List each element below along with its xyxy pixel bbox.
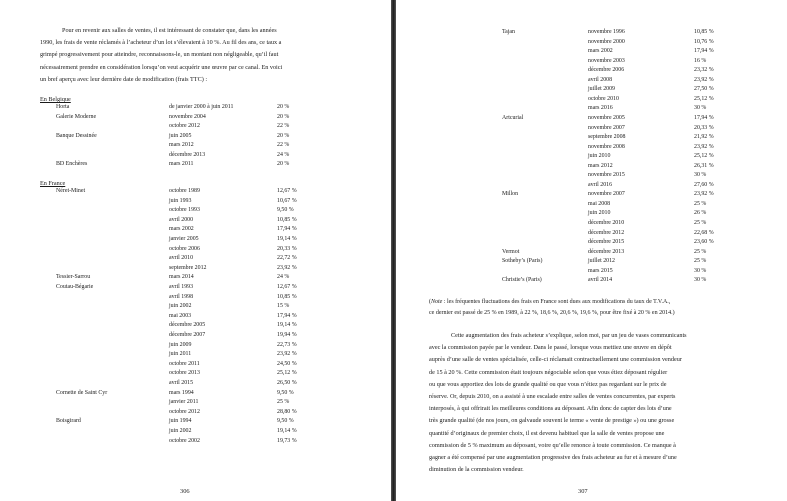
house-name: Coutau-Bégarie [56,284,94,290]
change-date: juin 2009 [169,341,192,348]
change-date: avril 2016 [588,181,613,188]
change-date: décembre 2013 [588,248,625,255]
change-date: mars 2011 [169,161,194,167]
change-date: novembre 2000 [588,38,625,45]
fee-row [0,141,391,150]
fee-rate: 26 % [694,210,707,217]
fee-row [0,103,391,112]
intro-line: un bref aperçu avec leur dernière date de modification (frais TTC) : [40,75,208,83]
fee-rate: 20 % [277,113,290,120]
fee-rate: 25 % [694,248,707,255]
fee-rate: 22 % [277,123,290,129]
fee-row [0,312,391,321]
change-date: mars 2012 [588,162,613,169]
change-date: janvier 2005 [169,236,199,242]
fee-row [0,293,391,302]
fee-rate: 26,50 % [277,380,297,386]
house-name: Galerie Moderne [56,113,97,120]
fee-row [0,264,391,273]
change-date: juin 1993 [169,197,192,204]
change-date: novembre 2003 [588,57,625,64]
note-line: (Note : les fréquentes fluctuations des frais en France sont dues aux modifications du taux de T.V.A., [429,299,671,305]
fee-rate: 25,12 % [277,370,297,377]
house-name: Tessier-Sarrou [56,274,91,281]
fee-rate: 22,73 % [277,341,297,348]
change-date: avril 1993 [169,284,194,290]
fee-rate: 30 % [694,105,707,112]
change-date: mars 2002 [588,48,613,55]
fee-row [396,248,787,257]
fee-rate: 10,67 % [277,197,297,204]
fee-rate: 20 % [277,132,290,139]
house-name: Cornette de Saint Cyr [56,389,108,396]
fee-rate: 17,94 % [277,312,297,319]
fee-row [396,200,787,209]
change-date: octobre 2013 [169,370,200,377]
intro-line: Pour en revenir aux salles de ventes, il est intéressant de constater que, dans les années [62,27,277,34]
change-date: octobre 2012 [169,408,200,415]
fee-row [396,85,787,94]
fee-rate: 9,50 % [277,207,294,214]
fee-rate: 15 % [277,303,290,310]
fee-row [0,113,391,122]
fee-rate: 17,94 % [694,48,714,55]
fee-row [396,276,787,285]
body-line: gagner a été compensé par une augmentation progressive des frais acheteur au fur et à mesure d’une [429,454,677,462]
fee-row [0,341,391,350]
change-date: avril 2014 [588,277,613,284]
fee-rate: 23,92 % [694,76,714,83]
fee-row [0,398,391,407]
house-name: Tajan [502,29,515,35]
house-name: Néret-Minet [56,188,86,194]
change-date: juillet 2012 [588,258,615,265]
fee-row [396,76,787,85]
fee-row [0,379,391,388]
fee-row [0,369,391,378]
change-date: décembre 2007 [169,332,206,338]
body-line: de 15 à 20 %. Cette commission était toujours négociable selon que vous étiez déposant régulier [429,368,668,376]
fee-rate: 10,85 % [694,29,714,35]
change-date: mars 2012 [169,142,194,148]
change-date: novembre 2005 [588,114,625,121]
change-date: octobre 2010 [588,95,619,102]
change-date: novembre 2007 [588,191,625,198]
fee-rate: 22,68 % [694,229,714,236]
fee-rate: 30 % [694,172,707,179]
fee-rate: 23,92 % [277,351,297,358]
change-date: décembre 2010 [588,220,625,226]
fee-row [0,360,391,369]
body-line: diminution de la commission vendeur. [429,466,524,474]
fee-row [396,219,787,228]
fee-row [0,437,391,446]
fee-rate: 12,67 % [277,284,297,290]
house-name: Christie’s (Paris) [502,277,542,284]
house-name: BD Enchères [56,161,88,167]
fee-rate: 19,14 % [277,322,297,329]
change-date: septembre 2008 [588,134,626,141]
fee-rate: 22,72 % [277,255,297,262]
fee-row [396,57,787,66]
change-date: octobre 1989 [169,188,200,194]
house-name: Sotheby’s (Paris) [502,258,543,265]
fee-rate: 25 % [694,258,707,265]
change-date: décembre 2005 [169,322,206,329]
change-date: novembre 1996 [588,29,625,35]
fee-row [0,389,391,398]
fee-row [0,254,391,263]
fee-rate: 16 % [694,57,707,64]
fee-row [0,427,391,436]
change-date: juin 2002 [169,428,192,434]
change-date: octobre 2012 [169,123,200,129]
fee-rate: 25 % [694,200,707,207]
fee-row [0,187,391,196]
house-name: Horta [56,104,70,110]
fee-row [396,95,787,104]
fee-rate: 30 % [694,267,707,274]
change-date: octobre 1993 [169,207,200,214]
fee-row [396,209,787,218]
fee-row [0,245,391,254]
fee-rate: 17,94 % [277,226,297,233]
fee-row [396,162,787,171]
left-page [0,0,391,501]
change-date: de janvier 2000 à juin 2011 [169,104,234,110]
commission-paragraph [429,330,754,476]
fee-rate: 10,85 % [277,293,297,300]
house-name: Banque Dessinée [56,132,97,139]
fee-row [0,235,391,244]
change-date: décembre 2013 [169,151,206,158]
body-line: auprès d’une salle de ventes spécialisée, celle-ci réclamait contractuellement une commission vendeur [429,356,682,364]
change-date: septembre 2012 [169,264,207,271]
page-number-left: 306 [180,488,190,495]
change-date: juin 2002 [169,303,192,310]
fee-rate: 25 % [694,220,707,226]
fee-rate: 28,80 % [277,408,297,415]
change-date: avril 2008 [588,76,613,83]
change-date: juillet 2009 [588,86,615,93]
body-line: réserve. Or, depuis 2010, on a assisté à une escalade entre salles de ventes concurrentes, par experts [429,393,676,401]
fee-row [396,104,787,113]
fee-rate: 25 % [277,399,290,406]
change-date: mars 1994 [169,389,194,396]
fee-row [396,114,787,123]
fee-row [396,124,787,133]
fee-rate: 23,60 % [694,239,714,246]
change-date: avril 2015 [169,380,194,386]
fee-rate: 24 % [277,274,290,281]
france-heading: En France [40,180,66,187]
fee-row [0,151,391,160]
body-line: très grande qualité (de nos jours, on galvaude souvent le terme « vente de prestige ») ou une grosse [429,417,675,425]
fee-rate: 23,92 % [694,143,714,150]
fee-row [0,225,391,234]
fee-row [0,160,391,169]
fee-row [396,152,787,161]
body-line: ou que vous apportiez des lots de grande qualité ou que vous n’étiez pas regardant sur le prix de [429,380,667,388]
fee-row [0,122,391,131]
change-date: mai 2008 [588,200,611,207]
fee-row [396,229,787,238]
change-date: novembre 2004 [169,113,206,120]
body-line: avec la commission payée par le vendeur. Dans le passé, lorsque vous mettiez une œuvre en dépôt [429,344,672,352]
intro-line: 1990, les frais de vente réclamés à l’acheteur d’un lot s’élevaient à 10 %. Au fil des ans, ce taux a [40,39,282,47]
fee-rate: 10,76 % [694,38,714,45]
fee-rate: 21,92 % [694,134,714,141]
fee-rate: 20,33 % [694,124,714,131]
fee-row [396,257,787,266]
change-date: décembre 2012 [588,229,625,236]
fee-row [396,267,787,276]
fee-rate: 25,12 % [694,153,714,160]
house-name: Millon [502,191,519,198]
intro-line: grimpé progressivement pour atteindre, reconnaissons-le, un montant non négligeable, qu’il faut [40,51,279,59]
intro-line: nécessairement prendre en considération lorsqu’on veut acquérir une œuvre par ce canal. En voici [40,63,283,71]
change-date: juin 2005 [169,132,192,139]
intro-paragraph [40,25,354,86]
fee-row [0,216,391,225]
body-line: Cette augmentation des frais acheteur s’explique, selon moi, par un jeu de vases communicants [451,332,687,339]
fee-rate: 17,94 % [694,114,714,121]
fee-rate: 20,33 % [277,245,297,252]
fee-row [396,238,787,247]
note-line: ce dernier est passé de 25 % en 1989, à 22 %, 18,6 %, 20,6 %, 19,6 %, pour être fixé à 20 % en 2014.) [429,310,675,317]
fee-rate: 23,92 % [694,191,714,198]
fee-rate: 19,73 % [277,437,297,444]
change-date: juin 1994 [169,418,192,425]
fee-row [396,133,787,142]
change-date: octobre 2011 [169,360,200,367]
fee-row [0,273,391,282]
change-date: novembre 2007 [588,124,625,131]
fee-rate: 9,50 % [277,418,294,425]
fee-rate: 20 % [277,161,290,167]
change-date: mai 2003 [169,312,192,319]
fee-rate: 23,32 % [694,67,714,74]
fee-rate: 23,92 % [277,264,297,271]
change-date: janvier 2011 [169,399,199,406]
fee-row [0,331,391,340]
house-name: Boisgirard [56,418,81,425]
change-date: novembre 2008 [588,143,625,150]
change-date: juin 2010 [588,153,611,160]
change-date: juin 2010 [588,210,611,217]
fee-rate: 30 % [694,277,707,284]
fee-rate: 26,31 % [694,162,714,169]
fee-row [396,190,787,199]
fee-row [0,408,391,417]
house-name: Artcurial [502,114,524,121]
change-date: octobre 2002 [169,437,200,444]
fee-row [0,302,391,311]
belgium-heading: En Belgique [40,96,71,103]
note-label: Note [431,299,443,305]
fee-rate: 19,14 % [277,428,297,434]
fee-rate: 19,14 % [277,236,297,242]
page-number-right: 307 [578,488,588,495]
fee-row [0,417,391,426]
fee-row [396,38,787,47]
fee-rate: 12,67 % [277,188,297,194]
fee-row [396,66,787,75]
fee-row [0,321,391,330]
fee-row [0,206,391,215]
change-date: avril 2010 [169,255,194,262]
fee-rate: 10,85 % [277,216,297,223]
fee-rate: 27,60 % [694,181,714,188]
fee-rate: 19,94 % [277,332,297,338]
house-name: Vermot [502,248,520,255]
body-line: interposés, à qui offrirait les meilleures conditions au déposant. Afin donc de capter des lots d’une [429,405,672,413]
fee-row [0,350,391,359]
change-date: décembre 2006 [588,67,625,74]
note-text: : les fréquentes fluctuations des frais en France sont dues aux modifications du taux de T.V.A., [442,299,671,305]
fee-rate: 20 % [277,104,290,110]
fee-rate: 27,50 % [694,86,714,93]
fee-row [396,47,787,56]
fee-rate: 24,50 % [277,360,297,367]
change-date: avril 2000 [169,216,194,223]
vat-note [429,297,754,320]
fee-rate: 9,50 % [277,389,294,396]
fee-row [396,181,787,190]
change-date: juin 2011 [169,351,192,358]
right-page [396,0,787,501]
fee-rate: 24 % [277,151,290,158]
change-date: mars 2014 [169,274,194,281]
body-line: quantité d’originaux de premier choix, il est devenu habituel que la salle de ventes propose une [429,429,665,437]
change-date: mars 2016 [588,105,613,112]
fee-row [0,197,391,206]
fee-row [0,132,391,141]
change-date: avril 1998 [169,293,194,300]
fee-row [0,283,391,292]
change-date: mars 2015 [588,267,613,274]
fee-row [396,171,787,180]
body-line: commission de 5 % maximum au déposant, voire qu’elle renonce à toute commission. Ce manque à [429,441,676,449]
change-date: octobre 2006 [169,245,200,252]
change-date: mars 2002 [169,226,194,233]
fee-rate: 22 % [277,142,290,148]
fee-row [396,143,787,152]
fee-rate: 25,12 % [694,95,714,102]
change-date: novembre 2015 [588,172,625,179]
change-date: décembre 2015 [588,239,625,246]
fee-row [396,28,787,37]
